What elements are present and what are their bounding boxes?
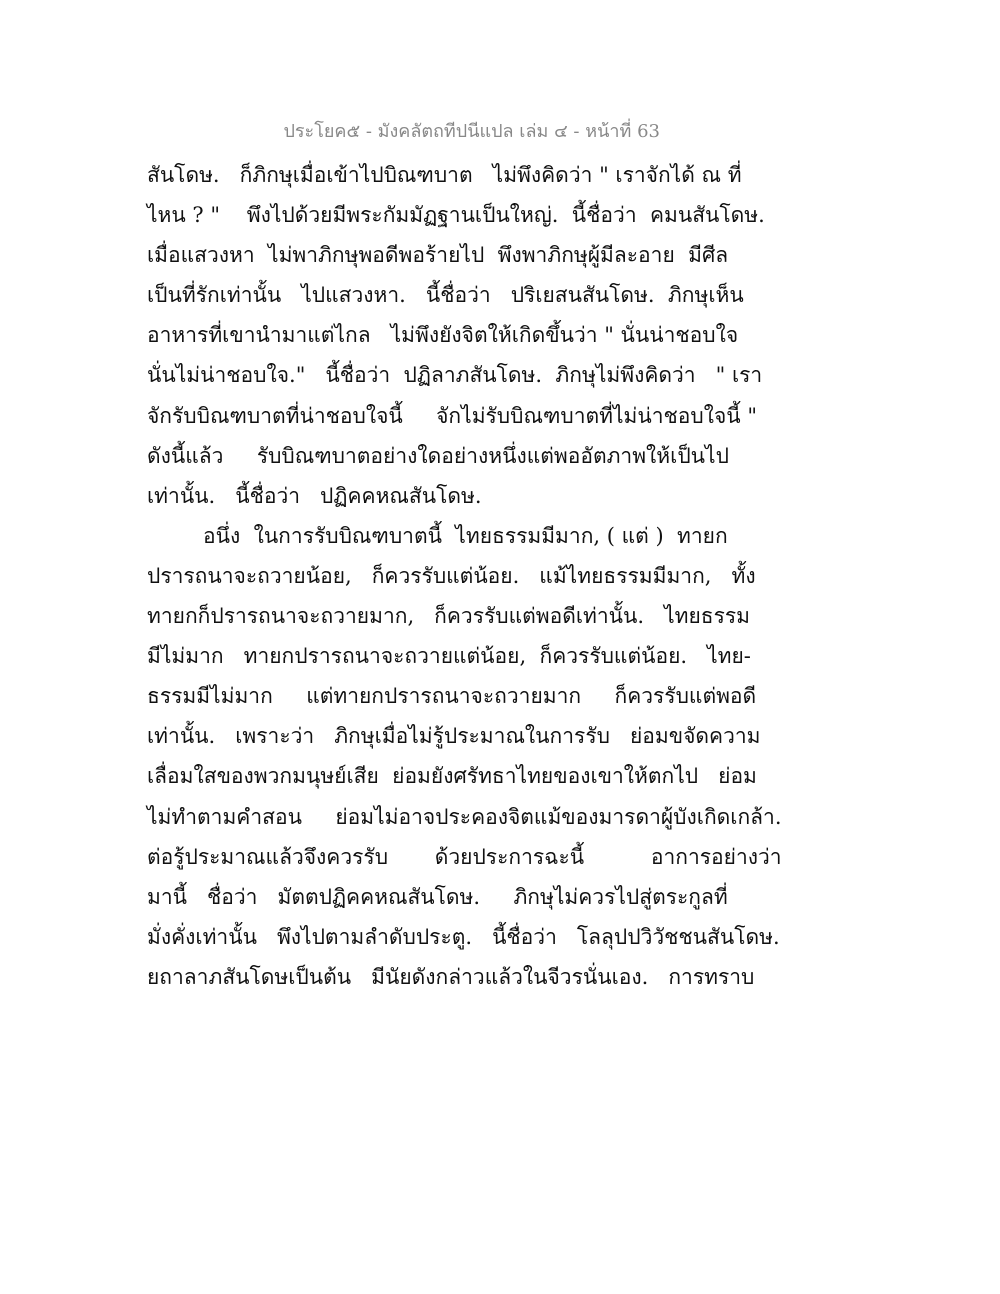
text-line: เป็นที่รักเท่านั้น ไปแสวงหา. นี้ชื่อว่า ปริเยสนสันโดษ. ภิกษุเห็น bbox=[147, 283, 744, 308]
text-line: มั่งคั่งเท่านั้น พึงไปตามลำดับประตู. นี้ชื่อว่า โลลุปปวิวัชชนสันโดษ. bbox=[147, 924, 780, 949]
text-line: ต่อรู้ประมาณแล้วจึงควรรับ ด้วยประการฉะนี้ อาการอย่างว่า bbox=[147, 844, 782, 869]
text-line: เท่านั้น. เพราะว่า ภิกษุเมื่อไม่รู้ประมาณในการรับ ย่อมขจัดความ bbox=[147, 724, 761, 749]
body-text bbox=[147, 157, 782, 999]
text-line: จักรับบิณฑบาตที่น่าชอบใจนี้ จักไม่รับบิณฑบาตที่ไม่น่าชอบใจนี้ " bbox=[147, 403, 757, 428]
text-line: ไหน ? " พึงไปด้วยมีพระกัมมัฏฐานเป็นใหญ่. นี้ชื่อว่า คมนสันโดษ. bbox=[147, 203, 765, 228]
text-line: เท่านั้น. นี้ชื่อว่า ปฏิคคหณสันโดษ. bbox=[147, 483, 482, 508]
text-line: นั่นไม่น่าชอบใจ." นี้ชื่อว่า ปฏิลาภสันโดษ. ภิกษุไม่พึงคิดว่า " เรา bbox=[147, 363, 763, 388]
text-line: ไม่ทำตามคำสอน ย่อมไม่อาจประคองจิตแม้ของมารดาผู้บังเกิดเกล้า. bbox=[147, 804, 782, 829]
text-line: ธรรมมีไม่มาก แต่ทายกปรารถนาจะถวายมาก ก็ควรรับแต่พอดี bbox=[147, 684, 757, 709]
text-line: ปรารถนาจะถวายน้อย, ก็ควรรับแต่น้อย. แม้ไทยธรรมมีมาก, ทั้ง bbox=[147, 563, 756, 588]
text-line: ทายกก็ปรารถนาจะถวายมาก, ก็ควรรับแต่พอดีเท่านั้น. ไทยธรรม bbox=[147, 604, 751, 629]
text-line: ยถาลาภสันโดษเป็นต้น มีนัยดังกล่าวแล้วในจีวรนั่นเอง. การทราบ bbox=[147, 964, 755, 989]
text-line: อาหารที่เขานำมาแต่ไกล ไม่พึงยังจิตให้เกิดขึ้นว่า " นั่นน่าชอบใจ bbox=[147, 323, 739, 348]
running-header: ประโยค๕ - มังคลัตถทีปนีแปล เล่ม ๔ - หน้าที่ 63 bbox=[283, 121, 660, 142]
text-line: มานี้ ชื่อว่า มัตตปฏิคคหณสันโดษ. ภิกษุไม่ควรไปสู่ตระกูลที่ bbox=[147, 884, 728, 909]
paragraph-first-line: อนึ่ง ในการรับบิณฑบาตนี้ ไทยธรรมมีมาก, ( แต่ ) ทายก bbox=[203, 523, 728, 548]
text-line: เลื่อมใสของพวกมนุษย์เสีย ย่อมยังศรัทธาไทยของเขาให้ตกไป ย่อม bbox=[147, 764, 757, 789]
text-line: มีไม่มาก ทายกปรารถนาจะถวายแต่น้อย, ก็ควรรับแต่น้อย. ไทย- bbox=[147, 644, 751, 669]
text-line: สันโดษ. ก็ภิกษุเมื่อเข้าไปบิณฑบาต ไม่พึงคิดว่า " เราจักได้ ณ ที่ bbox=[147, 163, 742, 187]
text-line: ดังนี้แล้ว รับบิณฑบาตอย่างใดอย่างหนึ่งแต่พออัตภาพให้เป็นไป bbox=[147, 443, 729, 468]
text-line: เมื่อแสวงหา ไม่พาภิกษุพอดีพอร้ายไป พึงพาภิกษุผู้มีละอาย มีศีล bbox=[147, 243, 729, 268]
